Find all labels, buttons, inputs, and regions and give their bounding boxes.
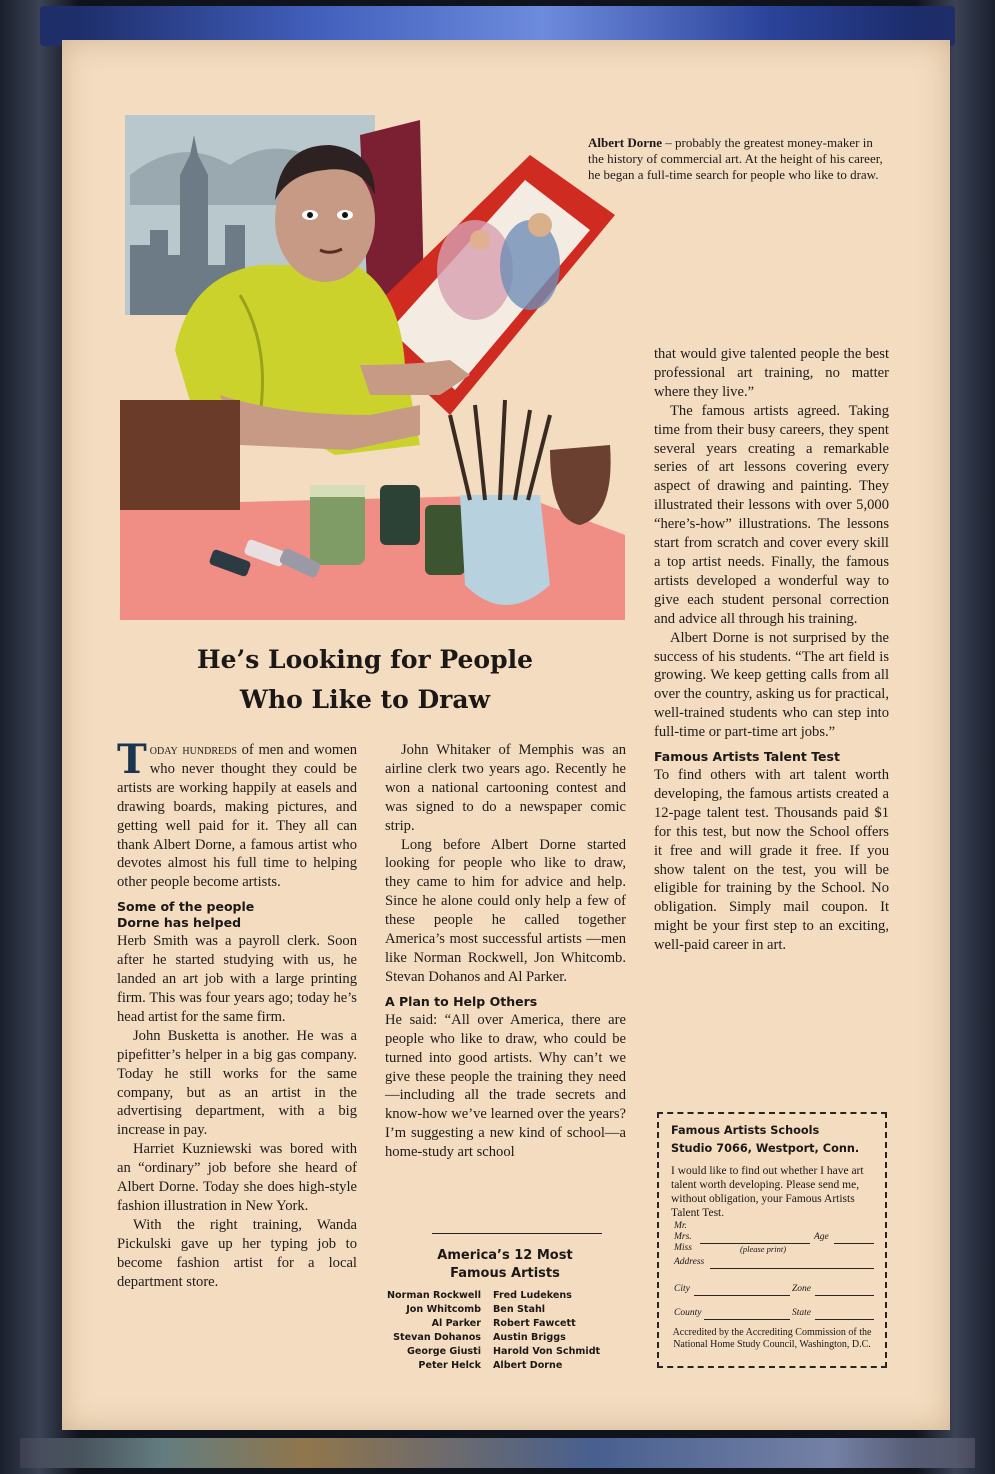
field-label-zone: Zone xyxy=(792,1284,811,1294)
caption-text: – probably the greatest money-maker in the history of commercial art. At the height of his career, he began a full-time search for people who like to draw. xyxy=(588,135,883,182)
famous-title-line-2: Famous Artists xyxy=(450,1266,560,1281)
field-label-state: State xyxy=(792,1308,811,1318)
article-column-1 xyxy=(117,736,357,1291)
headline-line-1: He’s Looking for People xyxy=(196,645,533,674)
zone-field-line[interactable] xyxy=(815,1295,874,1296)
artist-name: George Giusti xyxy=(407,1346,481,1357)
artist-row xyxy=(378,1303,628,1317)
artist-name: Jon Whitcomb xyxy=(406,1304,481,1315)
paragraph-long-before: Long before Albert Dorne started looking for people who like to draw, they came to him for advice and help. Since he alone could only help a few of these people he called together America’s most successful artists —men like Norman Rockwell, Jon Whitcomb. Stevan Dohanos and Al Parker. xyxy=(385,836,626,985)
field-label-age: Age xyxy=(814,1232,829,1242)
headline xyxy=(140,640,590,720)
paragraph-he-said: He said: “All over America, there are people who like to draw, who could be turned into good artists. Why can’t we give these people the training they need—including all the trade secrets and know-how we’ve learned over the years? I’m suggesting a new kind of school—a home-study art school xyxy=(385,1011,626,1161)
field-label-miss: Miss xyxy=(674,1243,692,1253)
age-field-line[interactable] xyxy=(834,1243,874,1244)
divider-rule xyxy=(432,1233,602,1234)
subhead-people-helped xyxy=(117,898,357,932)
intro-text: of men and women who never thought they could be artists are working happily at easels and drawing boards, making pictures, and getting well paid for it. They all can thank Albert Dorne, a famous artist who devotes almost his full time to helping other people become artists. xyxy=(117,742,357,891)
article-column-2 xyxy=(385,741,626,1162)
coupon-body: I would like to find out whether I have art talent worth developing. Please send me, without obligation, your Famous Artists Talent Test. xyxy=(671,1165,864,1219)
field-label-county: County xyxy=(674,1308,702,1318)
famous-title-line-1: America’s 12 Most xyxy=(437,1248,573,1263)
paragraph-harriet: Harriet Kuzniewski was bored with an “ordinary” job before she heard of Albert Dorne. Today she does high-style fashion illustration in New York. xyxy=(117,1141,357,1214)
field-label-city: City xyxy=(674,1284,690,1294)
subhead-talent-test: Famous Artists Talent Test xyxy=(654,749,840,765)
artist-row xyxy=(378,1289,628,1303)
article-column-3 xyxy=(654,345,889,955)
artist-name: Norman Rockwell xyxy=(387,1290,481,1301)
artist-name: Harold Von Schmidt xyxy=(493,1346,601,1357)
artist-name: Fred Ludekens xyxy=(493,1290,572,1301)
state-field-line[interactable] xyxy=(815,1319,874,1320)
artist-illustration xyxy=(120,115,633,620)
illustration-caption xyxy=(588,135,888,183)
artist-name: Stevan Dohanos xyxy=(393,1332,481,1343)
coupon-title-1: Famous Artists Schools xyxy=(671,1124,820,1137)
intro-paragraph xyxy=(117,736,357,892)
paragraph-artists-agreed: The famous artists agreed. Taking time from their busy careers, they spent several years creating a remarkable series of art lessons covering every aspect of drawing and painting. They illustrated their lessons with over 5,000 “here’s-how” illustrations. The lessons start from scratch and cover every skill a top artist needs. Finally, the famous artists developed a wonderful way to give each student personal correction and advice all through his training. xyxy=(654,402,889,627)
artist-row xyxy=(378,1317,628,1331)
famous-artists-list xyxy=(378,1289,628,1373)
city-field-line[interactable] xyxy=(694,1295,790,1296)
artist-name: Peter Helck xyxy=(418,1360,481,1371)
artist-name: Albert Dorne xyxy=(493,1360,563,1371)
subhead-line-2: Dorne has helped xyxy=(117,915,242,931)
subhead-plan: A Plan to Help Others xyxy=(385,993,538,1009)
intro-smallcaps: oday hundreds xyxy=(149,742,237,758)
accreditation-note: Accredited by the Accrediting Commission of the National Home Study Council, Washington, D.C. xyxy=(672,1327,872,1350)
artist-name: Robert Fawcett xyxy=(493,1318,576,1329)
artist-row xyxy=(378,1345,628,1359)
artist-row xyxy=(378,1359,628,1373)
famous-artists-heading xyxy=(400,1247,610,1283)
subhead-line-1: Some of the people xyxy=(117,899,255,915)
address-field-line[interactable] xyxy=(710,1268,874,1269)
paragraph-talent-test: To find others with art talent worth developing, the famous artists created a 12-page talent test. Thousands paid $1 for this test, but now the School offers it free and will grade it free. If you show talent on the test, you will be eligible for training by the School. No obligation. Simply mail coupon. It might be your first step to an exciting, well-paid career in art. xyxy=(654,767,889,954)
paragraph-not-surprised: Albert Dorne is not surprised by the success of his students. “The art field is growing. We keep getting calls from all over the country, asking us for practical, well-trained students who can step into full-time or part-time art jobs.” xyxy=(654,629,889,741)
headline-line-2: Who Like to Draw xyxy=(239,685,491,714)
artist-name: Al Parker xyxy=(431,1318,481,1329)
paragraph-herb-smith: Herb Smith was a payroll clerk. Soon after he started studying with us, he landed an art job with a large printing firm. This was four years ago; today he’s head artist for the same firm. xyxy=(117,933,357,1025)
coupon-title-2: Studio 7066, Westport, Conn. xyxy=(671,1142,860,1155)
please-print-note: (please print) xyxy=(740,1244,787,1254)
field-label-address: Address xyxy=(674,1257,705,1267)
field-label-mr: Mr. xyxy=(674,1221,687,1231)
caption-name: Albert Dorne xyxy=(588,135,663,150)
paragraph-continued: that would give talented people the best professional art training, no matter where they live.” xyxy=(654,346,889,400)
paragraph-john-whitaker: John Whitaker of Memphis was an airline clerk two years ago. Recently he won a national cartooning contest and was signed to do a newspaper comic strip. xyxy=(385,742,626,834)
artist-name: Ben Stahl xyxy=(493,1304,546,1315)
paragraph-wanda: With the right training, Wanda Pickulski gave up her typing job to become fashion artist for a local department store. xyxy=(117,1216,357,1290)
paragraph-john-busketta: John Busketta is another. He was a pipefitter’s helper in a big gas company. Today he still works for the same company, but as an artist in the advertising department, with a big increase in pay. xyxy=(117,1027,357,1139)
slab-bottom-edge xyxy=(20,1438,975,1468)
county-field-line[interactable] xyxy=(704,1319,790,1320)
drop-cap: T xyxy=(117,736,147,783)
artist-name: Austin Briggs xyxy=(493,1332,566,1343)
artist-row xyxy=(378,1331,628,1345)
field-label-mrs: Mrs. xyxy=(674,1232,692,1242)
